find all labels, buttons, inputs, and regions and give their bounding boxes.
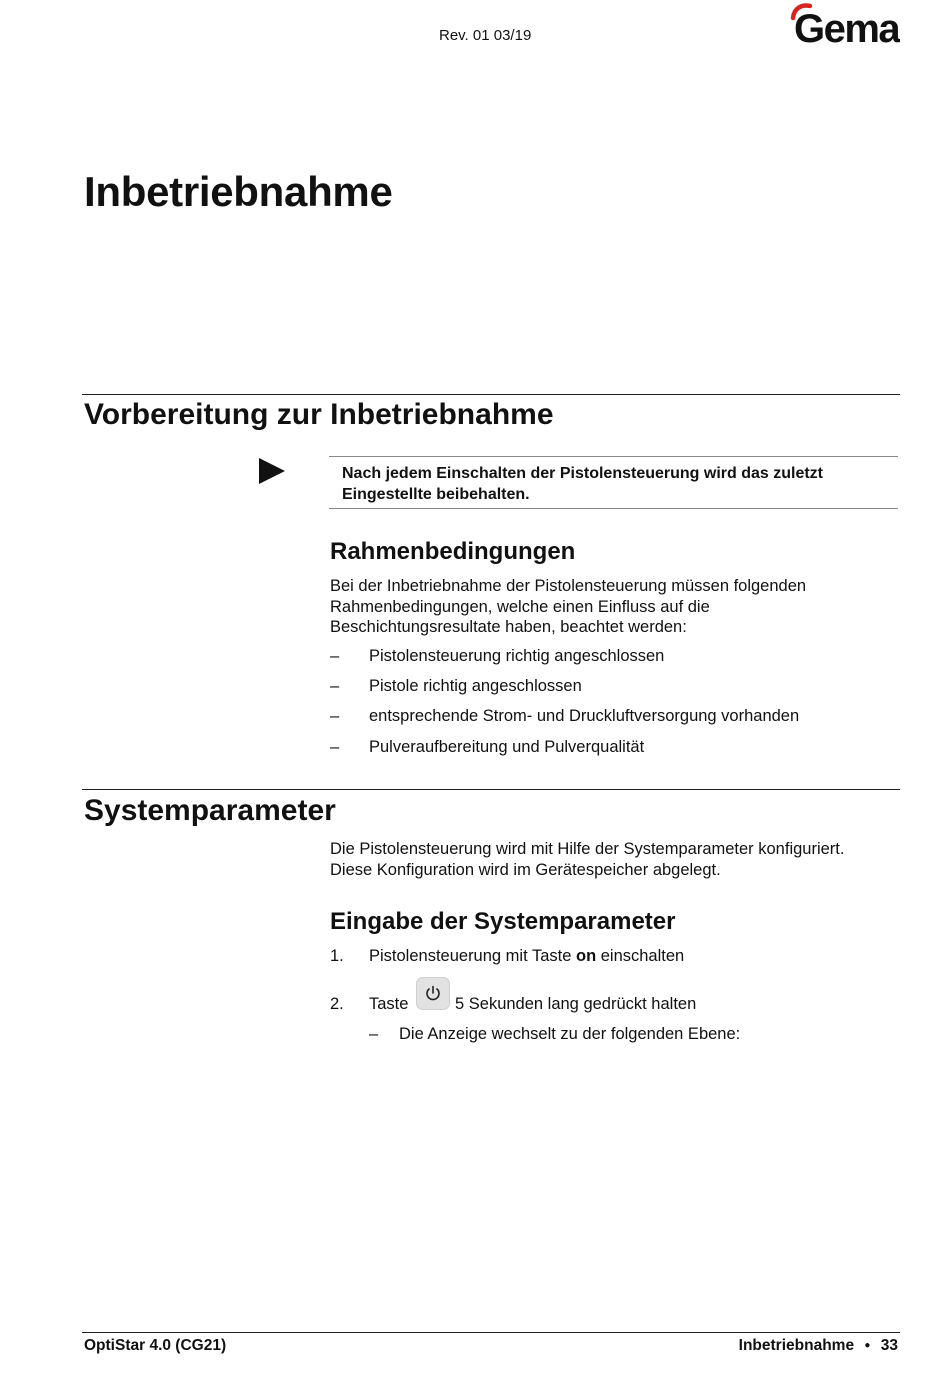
page-title: Inbetriebnahme (84, 168, 393, 215)
step-number: 1. (330, 947, 344, 965)
dash-bullet: – (330, 677, 340, 695)
dash-bullet: – (369, 1025, 379, 1043)
dash-bullet: – (330, 707, 340, 725)
dash-bullet: – (330, 738, 340, 756)
subsection-title-eingabe: Eingabe der Systemparameter (330, 908, 676, 935)
section-divider (82, 394, 900, 395)
rahmen-intro: Bei der Inbetriebnahme der Pistolensteuerung müssen folgenden Rahmenbedingungen, welche einen Einfluss auf die Beschichtungsresultate haben, beachtet werden: (330, 577, 807, 636)
footer-product: OptiStar 4.0 (CG21) (84, 1337, 227, 1354)
dash-bullet: – (330, 647, 340, 665)
revision-label: Rev. 01 03/19 (439, 27, 532, 44)
systemparameter-intro: Die Pistolensteuerung wird mit Hilfe der Systemparameter konfiguriert. Diese Konfiguration wird im Gerätespeicher abgelegt. (330, 840, 845, 879)
note-arrow-icon (259, 458, 285, 484)
page-number: 33 (880, 1337, 898, 1354)
gema-logo (788, 2, 900, 48)
power-button-icon (416, 977, 450, 1010)
section-title-systemparameter: Systemparameter (84, 794, 336, 827)
footer-bullet: ● (864, 1340, 871, 1351)
power-icon (424, 984, 442, 1002)
section-title-vorbereitung: Vorbereitung zur Inbetriebnahme (84, 398, 554, 431)
note-box (329, 456, 898, 509)
subsection-title-rahmenbedingungen: Rahmenbedingungen (330, 538, 576, 565)
footer-divider (82, 1332, 900, 1333)
footer-page-info (739, 1337, 898, 1355)
svg-text:Gema: Gema (794, 7, 900, 48)
step-number: 2. (330, 995, 344, 1013)
note-text: Nach jedem Einschalten der Pistolensteuerung wird das zuletzt Eingestellte beibehalten. (342, 465, 823, 503)
section-divider (82, 789, 900, 790)
footer-section: Inbetriebnahme (738, 1337, 855, 1354)
